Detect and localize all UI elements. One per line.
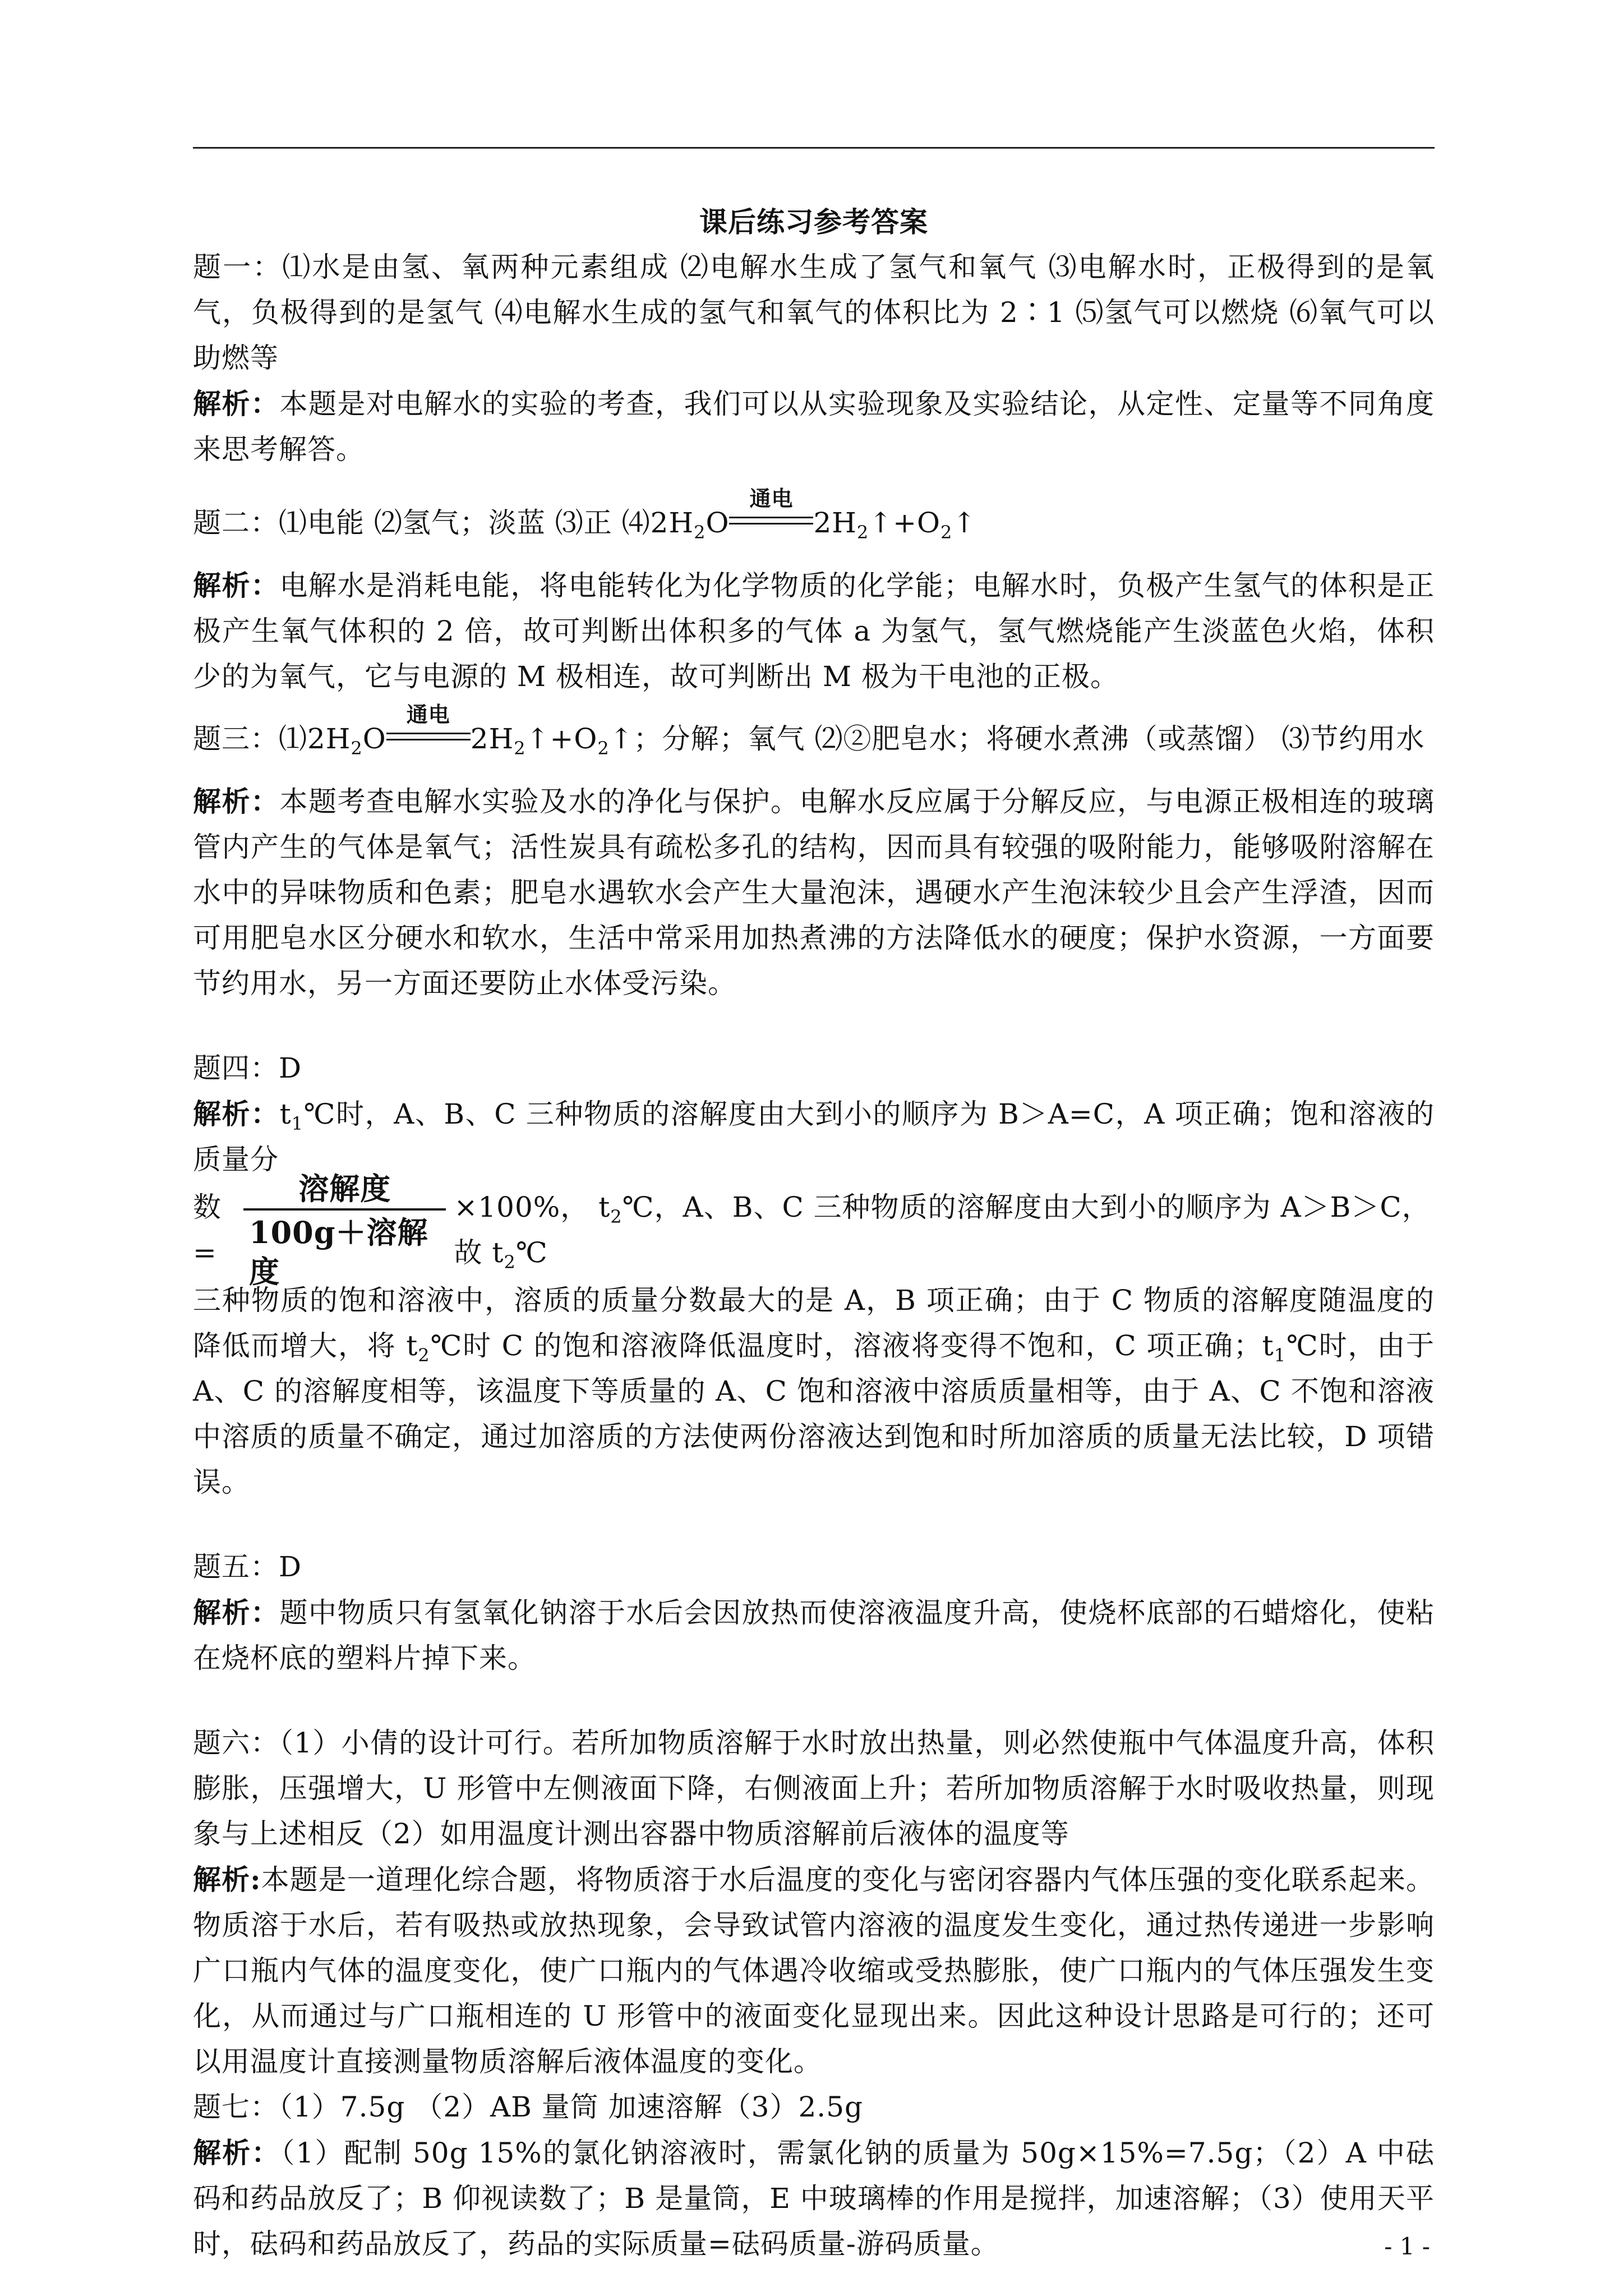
q4-analysis-3c: ℃时，由于 A、C 的溶解度相等，该温度下等质量的 A、C 饱和溶液中溶质质量相等，由于 A、C 不饱和溶液中溶质的质量不确定，通过加溶质的方法使两份溶液达到饱和时所加溶质的质量无法比较，D 项错误。 (193, 1329, 1435, 1498)
q3-product-o: ↑+O (525, 723, 598, 755)
mass-fraction-formula (243, 1169, 446, 1291)
q7-analysis-text: （1）配制 50g 15%的氯化钠溶液时，需氯化钠的质量为 50g×15%=7.5g；（2）A 中砝码和药品放反了；B 仰视读数了；B 是量筒，E 中玻璃棒的作用是搅拌，加速溶解；（3）使用天平时，砝码和药品放反了，药品的实际质量=砝码质量-游码质量。 (193, 2137, 1435, 2260)
q2-oxygen: O (706, 507, 730, 539)
fraction-suffix-c: ℃ (515, 1236, 548, 1269)
q2-answer-pre: ⑴电能 ⑵氢气；淡蓝 ⑶正 ⑷2H (279, 507, 694, 539)
q7-answer (193, 2085, 1435, 2130)
reaction-condition-text: 通电 (406, 702, 450, 727)
q4-answer-text: D (279, 1052, 302, 1084)
q3-oxygen: O (362, 723, 386, 755)
q7-answer-text: （1）7.5g （2）AB 量筒 加速溶解（3）2.5g (279, 2091, 864, 2123)
q6-label: 题六： (193, 1727, 279, 1759)
q7-label: 题七： (193, 2091, 279, 2123)
q6-answer (193, 1720, 1435, 1857)
equal-sign (729, 517, 813, 524)
subscript: 2 (418, 1345, 430, 1366)
q5-analysis (193, 1590, 1435, 1681)
subscript: 2 (514, 738, 526, 759)
q5-analysis-label: 解析： (193, 1596, 280, 1629)
q1-analysis (193, 381, 1435, 472)
q2-analysis-label: 解析： (193, 569, 280, 602)
q6-analysis-label: 解析: (193, 1863, 261, 1896)
fraction-prefix: 数= (193, 1191, 222, 1269)
q4-t: t (279, 1098, 292, 1130)
q6-analysis (193, 1857, 1435, 2085)
q5-answer (193, 1544, 1435, 1590)
q5-label: 题五： (193, 1550, 279, 1583)
q2-analysis (193, 563, 1435, 700)
q7-analysis (193, 2130, 1435, 2267)
q4-label: 题四： (193, 1052, 279, 1084)
q4-analysis-rest (193, 1278, 1435, 1505)
q3-label: 题三： (193, 723, 279, 755)
header-rule (193, 147, 1435, 149)
fraction-numerator: 溶解度 (298, 1171, 391, 1207)
q4-answer (193, 1046, 1435, 1091)
q2-label: 题二： (193, 507, 279, 539)
q5-answer-text: D (279, 1550, 302, 1583)
q4-analysis-label: 解析： (193, 1097, 280, 1130)
q1-label: 题一： (193, 251, 283, 283)
q3-answer-pre: ⑴2H (279, 723, 351, 755)
reaction-condition-text: 通电 (749, 486, 794, 511)
subscript: 2 (597, 738, 610, 759)
q4-analysis-3b: ℃时 C 的饱和溶液降低温度时，溶液将变得不饱和，C 项正确；t (430, 1329, 1274, 1362)
equal-sign (386, 733, 471, 740)
q1-answer-text: ⑴水是由氢、氧两种元素组成 ⑵电解水生成了氢气和氧气 ⑶电解水时，正极得到的是氧气，负极得到的是氢气 ⑷电解水生成的氢气和氧气的体积比为 2∶1 ⑸氢气可以燃烧 ⑹氧气可以助燃等 (193, 251, 1435, 374)
subscript: 1 (291, 1113, 304, 1134)
q4-analysis-3a: 三种物质的饱和溶液中，溶质的质量分数最大的是 A，B 项正确；由于 C 物质的溶解度随温度的降低而增大，将 t (193, 1284, 1435, 1362)
subscript: 2 (940, 522, 953, 543)
q3-analysis (193, 779, 1435, 1006)
fraction-denominator: 100g＋溶解度 (243, 1208, 446, 1291)
q5-analysis-text: 题中物质只有氢氧化钠溶于水后会因放热而使溶液温度升高，使烧杯底部的石蜡熔化，使粘在烧杯底的塑料片掉下来。 (193, 1596, 1435, 1674)
subscript: 2 (351, 738, 363, 759)
q1-analysis-label: 解析： (193, 387, 280, 420)
subscript: 2 (856, 522, 869, 543)
q6-answer-text: （1）小倩的设计可行。若所加物质溶解于水时放出热量，则必然使瓶中气体温度升高，体积膨胀，压强增大，U 形管中左侧液面下降，右侧液面上升；若所加物质溶解于水时吸收热量，则现象与上述相反（2）如用温度计测出容器中物质溶解前后液体的温度等 (193, 1727, 1435, 1850)
fraction-suffix-a: ×100%， t (454, 1191, 611, 1223)
reaction-condition (386, 702, 471, 752)
q1-analysis-text: 本题是对电解水的实验的考查，我们可以从实验现象及实验结论，从定性、定量等不同角度来思考解答。 (193, 388, 1435, 466)
answer-sheet (193, 199, 1435, 2267)
q2-answer (193, 486, 1435, 546)
q3-analysis-text: 本题考查电解水实验及水的净化与保护。电解水反应属于分解反应，与电源正极相连的玻璃管内产生的气体是氧气；活性炭具有疏松多孔的结构，因而具有较强的吸附能力，能够吸附溶解在水中的异味物质和色素；肥皂水遇软水会产生大量泡沫，遇硬水产生泡沫较少且会产生浮渣，因而可用肥皂水区分硬水和软水，生活中常采用加热煮沸的方法降低水的硬度；保护水资源，一方面要节约用水，另一方面还要防止水体受污染。 (193, 785, 1435, 1000)
reaction-condition (729, 486, 813, 536)
q4-fraction-line (193, 1171, 1435, 1290)
q3-analysis-label: 解析： (193, 785, 280, 818)
q3-answer (193, 702, 1435, 762)
q3-answer-rest: ↑；分解；氧气 ⑵②肥皂水；将硬水煮沸（或蒸馏） ⑶节约用水 (609, 723, 1425, 755)
q2-product-h: 2H (813, 507, 857, 539)
fraction-suffix (454, 1185, 1435, 1276)
subscript: 2 (610, 1206, 623, 1227)
q6-analysis-text: 本题是一道理化综合题，将物质溶于水后温度的变化与密闭容器内气体压强的变化联系起来。物质溶于水后，若有吸热或放热现象，会导致试管内溶液的温度发生变化，通过热传递进一步影响广口瓶内气体的温度变化，使广口瓶内的气体遇冷收缩或受热膨胀，使广口瓶内的气体压强发生变化，从而通过与广口瓶相连的 U 形管中的液面变化显现出来。因此这种设计思路是可行的；还可以用温度计直接测量物质溶解后液体温度的变化。 (193, 1864, 1435, 2078)
subscript: 2 (504, 1251, 516, 1273)
q3-product-h: 2H (470, 723, 514, 755)
fraction-suffix-b: ℃，A、B、C 三种物质的溶解度由大到小的顺序为 A＞B＞C，故 t (454, 1191, 1431, 1269)
page-number: - 1 - (1384, 2233, 1430, 2260)
q2-analysis-text: 电解水是消耗电能，将电能转化为化学物质的化学能；电解水时，负极产生氢气的体积是正极产生氧气体积的 2 倍，故可判断出体积多的气体 a 为氢气，氢气燃烧能产生淡蓝色火焰，体积少的为氧气，它与电源的 M 极相连，故可判断出 M 极为干电池的正极。 (193, 569, 1435, 693)
subscript: 2 (694, 522, 706, 543)
q4-analysis-1: ℃时，A、B、C 三种物质的溶解度由大到小的顺序为 B＞A=C，A 项正确；饱和溶液的质量分 (193, 1098, 1435, 1176)
page-title: 课后练习参考答案 (699, 205, 928, 238)
q2-product-o: ↑+O (869, 507, 941, 539)
q2-arrow: ↑ (952, 507, 977, 539)
subscript: 1 (1274, 1345, 1287, 1366)
q7-analysis-label: 解析： (193, 2136, 281, 2169)
q1-answer (193, 245, 1435, 381)
